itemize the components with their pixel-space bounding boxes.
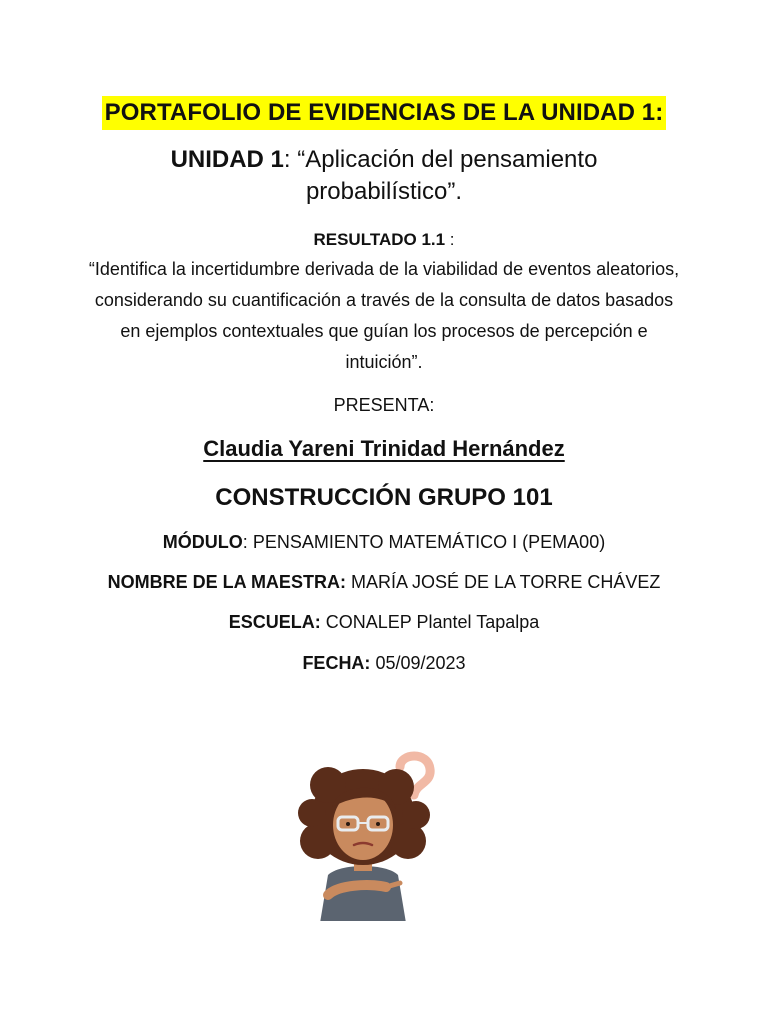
author-name: Claudia Yareni Trinidad Hernández (203, 436, 565, 461)
field-teacher-value: MARÍA JOSÉ DE LA TORRE CHÁVEZ (350, 572, 661, 592)
result-text: “Identifica la incertidumbre derivada de la viabilidad de eventos aleatorios, considerando su cuantificación a través de la consulta de datos basados en ejemplos contextuales que guían los procesos de percepción e intuición”. (88, 259, 680, 372)
page-title: PORTAFOLIO DE EVIDENCIAS DE LA UNIDAD 1: (102, 96, 667, 130)
field-school-value: CONALEP Plantel Tapalpa (325, 612, 540, 632)
field-module-value: PENSAMIENTO MATEMÁTICO I (PEMA00) (252, 532, 606, 552)
field-date-value: 05/09/2023 (375, 653, 466, 673)
unit-name-line2: probabilístico”. (305, 178, 463, 205)
field-date-key: FECHA: (302, 653, 371, 673)
result-label: RESULTADO 1.1 (313, 230, 446, 249)
title-block (0, 96, 768, 130)
field-teacher-key: NOMBRE DE LA MAESTRA: (107, 572, 346, 592)
unit-name-line1: “Aplicación del pensamiento (290, 146, 598, 173)
field-teacher (0, 570, 768, 594)
field-module-sep: : (242, 532, 253, 552)
field-date (0, 651, 768, 675)
thinking-girl-illustration (288, 745, 438, 935)
field-school-key: ESCUELA: (228, 612, 321, 632)
unit-separator: : (283, 146, 291, 173)
field-module-key: MÓDULO (162, 532, 243, 552)
field-school (0, 610, 768, 634)
unit-label: UNIDAD 1 (170, 146, 284, 173)
unit-heading (0, 144, 768, 208)
result-separator: : (445, 230, 455, 249)
thinking-girl-svg (288, 745, 438, 935)
group-name: CONSTRUCCIÓN GRUPO 101 (215, 484, 553, 511)
author-block (0, 434, 768, 464)
field-module (0, 530, 768, 554)
result-block (0, 228, 768, 378)
presents-label: PRESENTA: (333, 395, 435, 415)
